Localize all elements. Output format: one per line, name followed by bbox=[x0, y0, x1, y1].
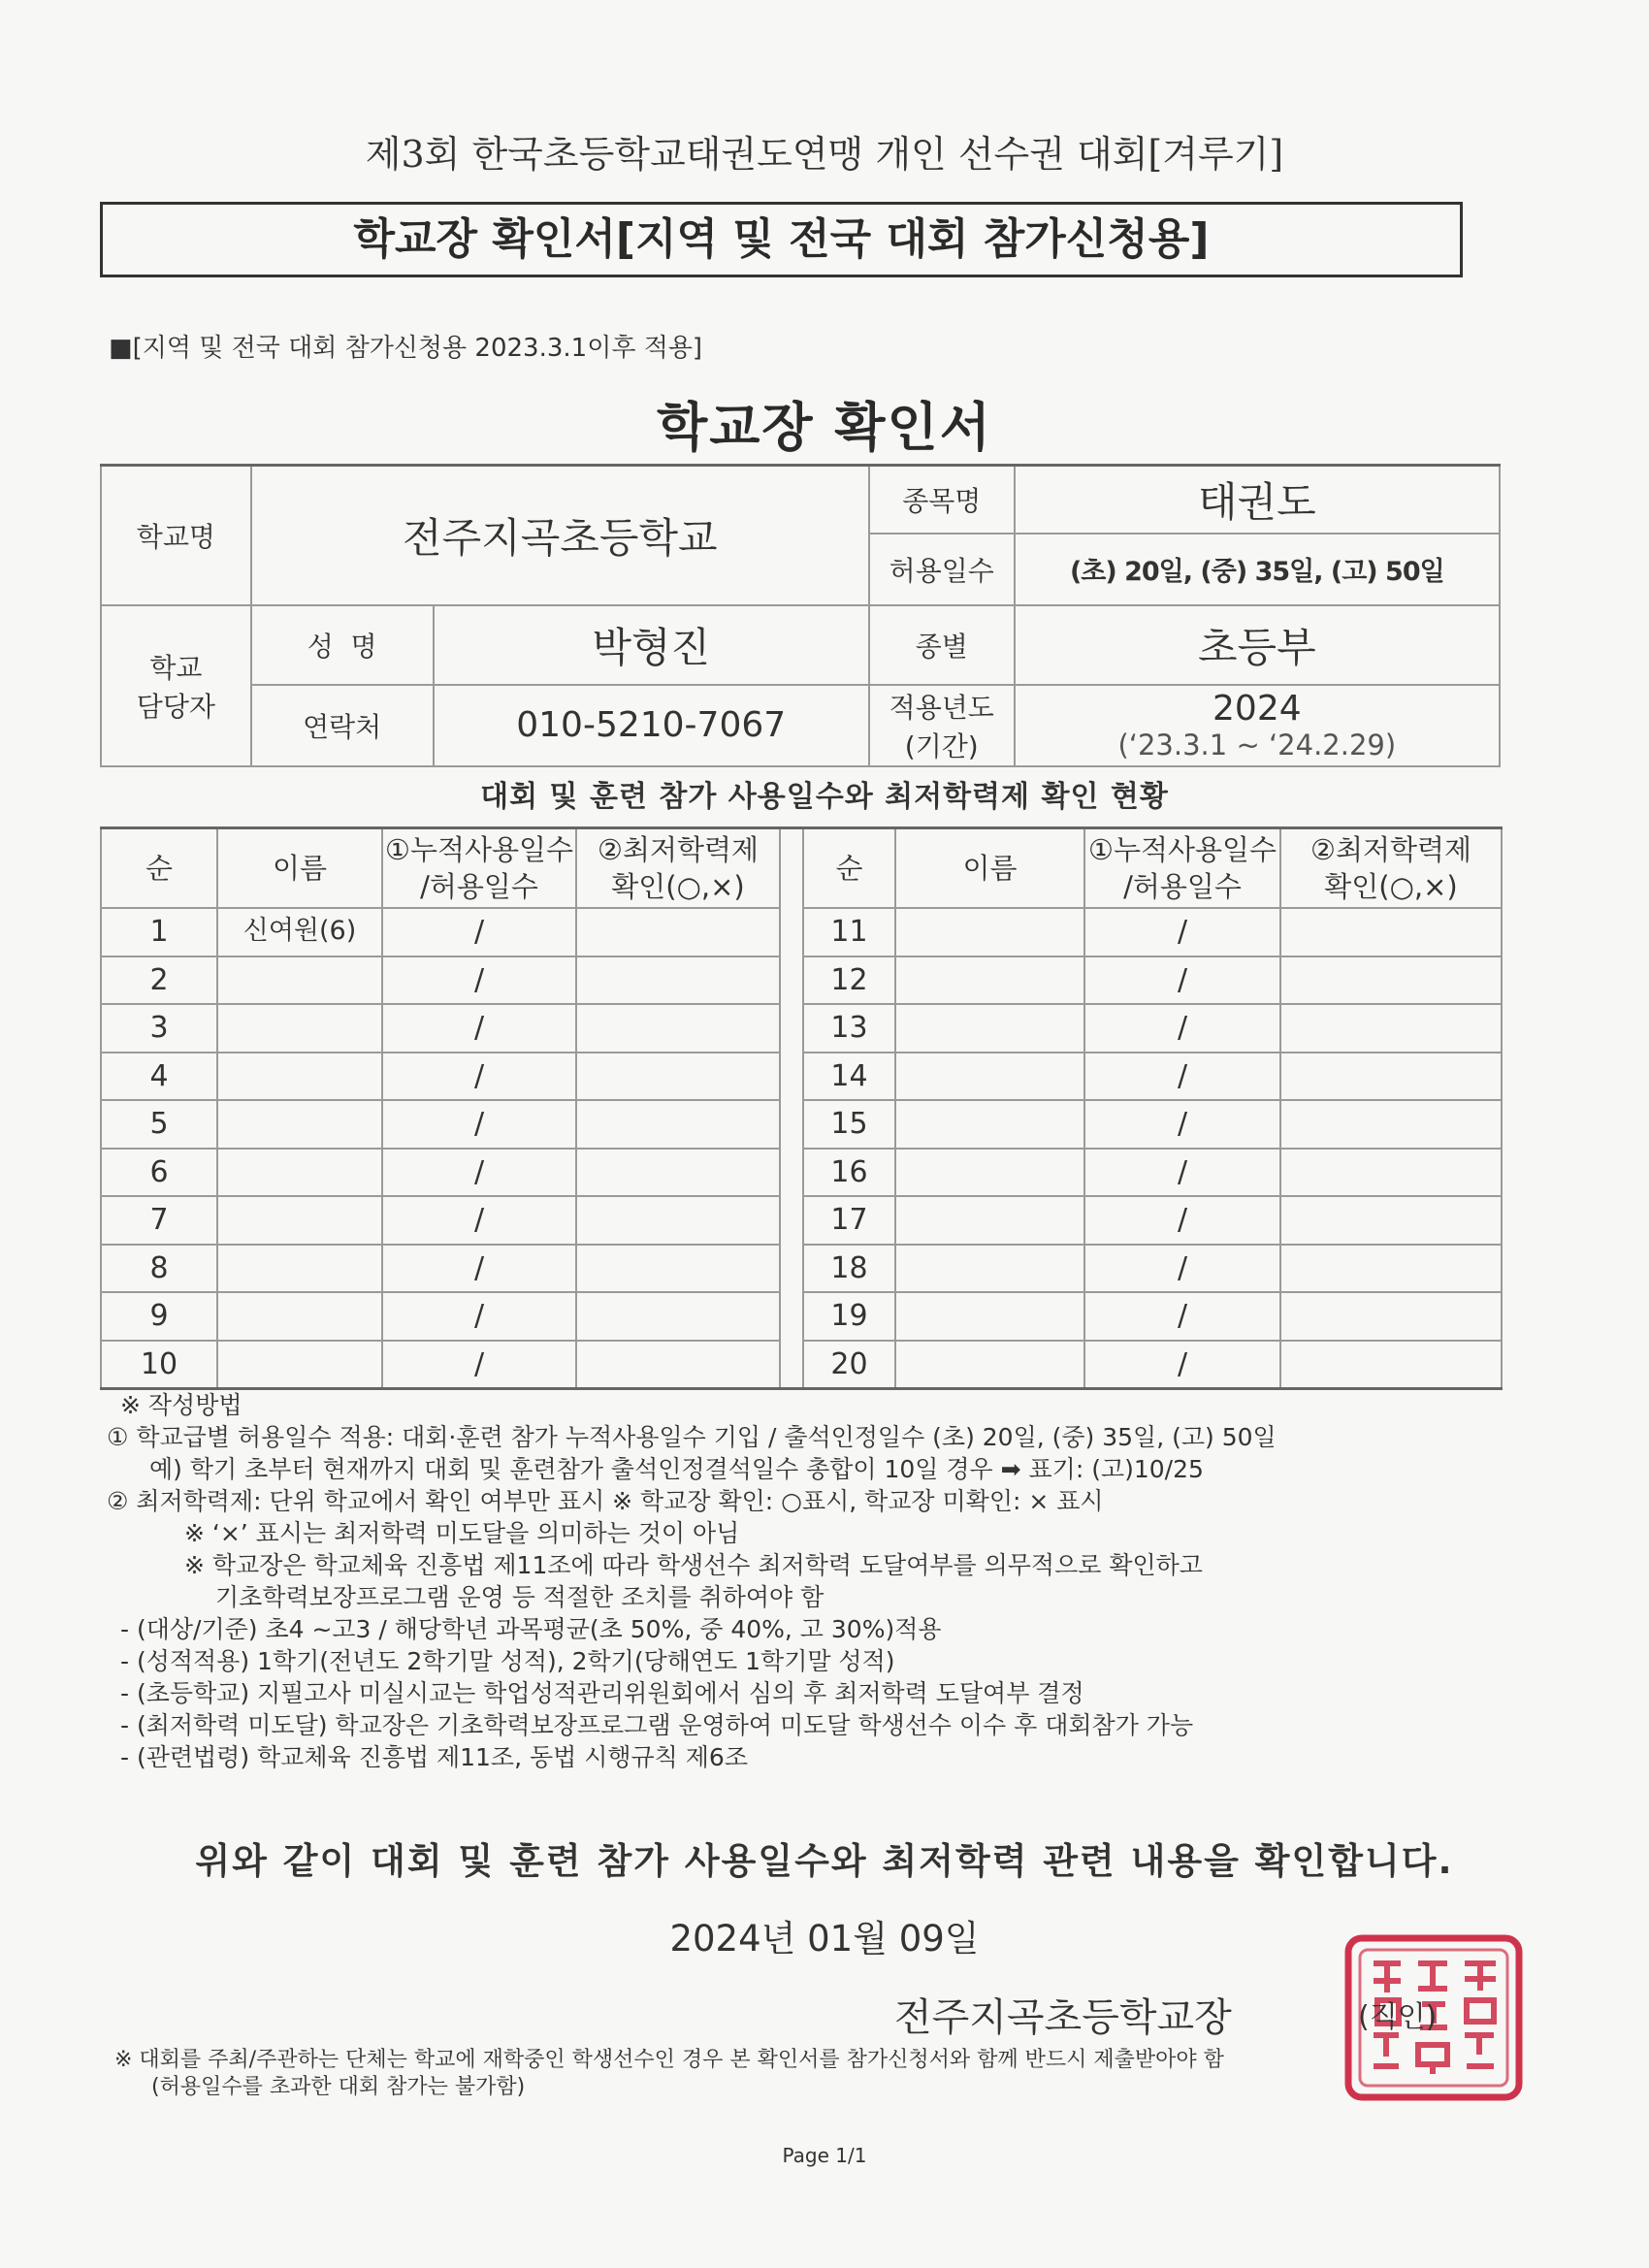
row-name bbox=[895, 1100, 1084, 1149]
footnote bbox=[114, 2047, 1511, 2101]
row-no: 10 bbox=[101, 1341, 217, 1389]
row-days: / bbox=[382, 1245, 576, 1293]
table-row bbox=[101, 1004, 1502, 1053]
row-name bbox=[895, 1245, 1084, 1293]
row-no: 2 bbox=[101, 956, 217, 1005]
row-name: 신여원(6) bbox=[217, 908, 382, 956]
method-line: ② 최저학력제: 단위 학교에서 확인 여부만 표시 ※ 학교장 확인: ○표시, 학교장 미확인: × 표시 bbox=[107, 1487, 1104, 1515]
row-no: 5 bbox=[101, 1100, 217, 1149]
header-days-line1: ①누적사용일수 bbox=[384, 833, 574, 866]
phone-label: 연락처 bbox=[251, 685, 434, 766]
table-row bbox=[101, 1100, 1502, 1149]
row-no: 11 bbox=[803, 908, 895, 956]
phone-value: 010-5210-7067 bbox=[434, 685, 869, 766]
row-no: 19 bbox=[803, 1292, 895, 1341]
header-min-right-line1: ②최저학력제 bbox=[1310, 833, 1472, 866]
header-box-title: 학교장 확인서[지역 및 전국 대회 참가신청용] bbox=[100, 202, 1463, 277]
division-value: 초등부 bbox=[1015, 605, 1500, 685]
header-no: 순 bbox=[101, 828, 217, 909]
row-name bbox=[217, 1100, 382, 1149]
row-min bbox=[1280, 908, 1502, 956]
header-days-right bbox=[1084, 828, 1280, 909]
row-name bbox=[217, 1196, 382, 1245]
sport-value: 태권도 bbox=[1015, 466, 1500, 534]
header-min-right-line2: 확인(○,×) bbox=[1324, 870, 1458, 903]
method-line: ※ 학교장은 학교체육 진흥법 제11조에 따라 학생선수 최저학력 도달여부를 의무적으로 확인하고 bbox=[184, 1551, 1203, 1579]
seal-label: (직인) bbox=[1358, 2000, 1438, 2034]
row-days: / bbox=[1084, 1149, 1280, 1197]
row-name bbox=[217, 1053, 382, 1101]
row-days: / bbox=[382, 1292, 576, 1341]
header-min-right bbox=[1280, 828, 1502, 909]
row-days: / bbox=[1084, 908, 1280, 956]
row-name bbox=[217, 1341, 382, 1389]
table-row bbox=[101, 1053, 1502, 1101]
column-gap bbox=[780, 828, 803, 909]
header-days bbox=[382, 828, 576, 909]
method-line: - (최저학력 미도달) 학교장은 기초학력보장프로그램 운영하여 미도달 학생선수 이수 후 대회참가 가능 bbox=[120, 1711, 1194, 1739]
year-cell bbox=[1015, 685, 1500, 766]
row-min bbox=[576, 1292, 780, 1341]
column-gap bbox=[780, 1053, 803, 1101]
row-min bbox=[1280, 1292, 1502, 1341]
row-no: 8 bbox=[101, 1245, 217, 1293]
row-name bbox=[217, 1245, 382, 1293]
year-label-line2: (기간) bbox=[904, 729, 979, 762]
header-name: 이름 bbox=[217, 828, 382, 909]
row-min bbox=[576, 1149, 780, 1197]
writing-method-section bbox=[107, 1389, 1504, 1773]
row-min bbox=[576, 1196, 780, 1245]
table-row bbox=[101, 1341, 1502, 1389]
name-label: 성 명 bbox=[251, 605, 434, 685]
division-label: 종별 bbox=[869, 605, 1015, 685]
row-min bbox=[576, 1004, 780, 1053]
row-name bbox=[895, 1196, 1084, 1245]
column-gap bbox=[780, 1004, 803, 1053]
row-days: / bbox=[1084, 1245, 1280, 1293]
column-gap bbox=[780, 1292, 803, 1341]
row-days: / bbox=[382, 1004, 576, 1053]
column-gap bbox=[780, 1149, 803, 1197]
row-min bbox=[1280, 1100, 1502, 1149]
row-min bbox=[576, 1245, 780, 1293]
row-days: / bbox=[1084, 1196, 1280, 1245]
table-row bbox=[101, 956, 1502, 1005]
row-name bbox=[217, 1004, 382, 1053]
table-row bbox=[101, 1245, 1502, 1293]
document-title: 학교장 확인서 bbox=[657, 397, 992, 458]
row-days: / bbox=[382, 1053, 576, 1101]
contact-label-line1: 학교 bbox=[149, 651, 203, 684]
row-min bbox=[576, 1053, 780, 1101]
row-name bbox=[895, 1149, 1084, 1197]
year-value: 2024 bbox=[1212, 689, 1302, 729]
event-title: 제3회 한국초등학교태권도연맹 개인 선수권 대회[겨루기] bbox=[365, 133, 1284, 176]
column-gap bbox=[780, 956, 803, 1005]
column-gap bbox=[780, 1341, 803, 1389]
row-name bbox=[217, 1149, 382, 1197]
row-min bbox=[1280, 1341, 1502, 1389]
header-days-right-line1: ①누적사용일수 bbox=[1087, 833, 1277, 866]
row-min bbox=[576, 908, 780, 956]
row-days: / bbox=[382, 956, 576, 1005]
school-label: 학교명 bbox=[101, 466, 251, 605]
header-days-right-line2: /허용일수 bbox=[1123, 870, 1242, 903]
row-min bbox=[1280, 1196, 1502, 1245]
status-table-title: 대회 및 훈련 참가 사용일수와 최저학력제 확인 현황 bbox=[480, 780, 1169, 814]
row-days: / bbox=[382, 1149, 576, 1197]
document-date: 2024년 01월 09일 bbox=[669, 1918, 980, 1960]
row-name bbox=[895, 908, 1084, 956]
row-no: 15 bbox=[803, 1100, 895, 1149]
column-gap bbox=[780, 1245, 803, 1293]
school-name: 전주지곡초등학교 bbox=[251, 466, 869, 605]
principal-signature-name: 전주지곡초등학교장 bbox=[894, 1995, 1232, 2040]
method-line: 기초학력보장프로그램 운영 등 적절한 조치를 취하여야 함 bbox=[215, 1583, 824, 1611]
year-label-line1: 적용년도 bbox=[889, 691, 994, 724]
header-no-right: 순 bbox=[803, 828, 895, 909]
row-name bbox=[217, 956, 382, 1005]
row-min bbox=[576, 1341, 780, 1389]
method-line: - (성적적용) 1학기(전년도 2학기말 성적), 2학기(당해연도 1학기말 성적) bbox=[120, 1647, 895, 1675]
school-info-table bbox=[100, 464, 1501, 767]
row-no: 17 bbox=[803, 1196, 895, 1245]
header-min-line2: 확인(○,×) bbox=[611, 870, 745, 903]
method-line: - (초등학교) 지필고사 미실시교는 학업성적관리위원회에서 심의 후 최저학력 도달여부 결정 bbox=[120, 1679, 1084, 1707]
row-no: 18 bbox=[803, 1245, 895, 1293]
row-days: / bbox=[382, 1100, 576, 1149]
row-days: / bbox=[382, 908, 576, 956]
row-days: / bbox=[1084, 1004, 1280, 1053]
confirmation-statement: 위와 같이 대회 및 훈련 참가 사용일수와 최저학력 관련 내용을 확인합니다. bbox=[195, 1840, 1454, 1882]
column-gap bbox=[780, 1196, 803, 1245]
row-min bbox=[576, 1100, 780, 1149]
row-days: / bbox=[1084, 1292, 1280, 1341]
row-days: / bbox=[1084, 1053, 1280, 1101]
row-no: 12 bbox=[803, 956, 895, 1005]
row-no: 13 bbox=[803, 1004, 895, 1053]
header-name-right: 이름 bbox=[895, 828, 1084, 909]
row-days: / bbox=[382, 1196, 576, 1245]
row-min bbox=[1280, 956, 1502, 1005]
application-note: ■[지역 및 전국 대회 참가신청용 2023.3.1이후 적용] bbox=[109, 334, 703, 363]
row-name bbox=[895, 1341, 1084, 1389]
year-period: (‘23.3.1 ~ ‘24.2.29) bbox=[1117, 729, 1397, 761]
allowed-days-label: 허용일수 bbox=[869, 534, 1015, 605]
contact-label-line2: 담당자 bbox=[136, 690, 215, 723]
method-line: 예) 학기 초부터 현재까지 대회 및 훈련참가 출석인정결석일수 총합이 10일 경우 ➡ 표기: (고)10/25 bbox=[149, 1455, 1204, 1483]
row-no: 1 bbox=[101, 908, 217, 956]
row-name bbox=[217, 1292, 382, 1341]
row-no: 9 bbox=[101, 1292, 217, 1341]
row-name bbox=[895, 1053, 1084, 1101]
row-name bbox=[895, 1004, 1084, 1053]
page-number: Page 1/1 bbox=[782, 2144, 867, 2167]
header-min bbox=[576, 828, 780, 909]
row-min bbox=[1280, 1053, 1502, 1101]
row-no: 7 bbox=[101, 1196, 217, 1245]
row-min bbox=[1280, 1004, 1502, 1053]
row-days: / bbox=[1084, 1341, 1280, 1389]
method-title: ※ 작성방법 bbox=[120, 1391, 242, 1419]
table-row bbox=[101, 908, 1502, 956]
header-days-line2: /허용일수 bbox=[420, 870, 538, 903]
footnote-line: ※ 대회를 주최/주관하는 단체는 학교에 재학중인 학생선수인 경우 본 확인서를 참가신청서와 함께 반드시 제출받아야 함 bbox=[114, 2048, 1224, 2072]
column-gap bbox=[780, 1100, 803, 1149]
header-min-line1: ②최저학력제 bbox=[597, 833, 760, 866]
allowed-days-value: (초) 20일, (중) 35일, (고) 50일 bbox=[1015, 534, 1500, 605]
row-no: 6 bbox=[101, 1149, 217, 1197]
row-name bbox=[895, 1292, 1084, 1341]
year-label bbox=[869, 685, 1015, 766]
contact-person-label bbox=[101, 605, 251, 766]
footnote-line: (허용일수를 초과한 대회 참가는 불가함) bbox=[151, 2075, 526, 2099]
method-line: - (대상/기준) 초4 ~고3 / 해당학년 과목평균(초 50%, 중 40%, 고 30%)적용 bbox=[120, 1615, 942, 1643]
row-min bbox=[576, 956, 780, 1005]
table-row bbox=[101, 1196, 1502, 1245]
row-no: 20 bbox=[803, 1341, 895, 1389]
table-header-row bbox=[101, 828, 1502, 909]
sport-label: 종목명 bbox=[869, 466, 1015, 534]
method-line: ① 학교급별 허용일수 적용: 대회·훈련 참가 누적사용일수 기입 / 출석인정일수 (초) 20일, (중) 35일, (고) 50일 bbox=[107, 1423, 1277, 1451]
table-row bbox=[101, 1292, 1502, 1341]
row-no: 3 bbox=[101, 1004, 217, 1053]
method-line: ※ ‘×’ 표시는 최저학력 미도달을 의미하는 것이 아님 bbox=[184, 1519, 740, 1547]
column-gap bbox=[780, 908, 803, 956]
row-days: / bbox=[1084, 956, 1280, 1005]
row-min bbox=[1280, 1149, 1502, 1197]
row-name bbox=[895, 956, 1084, 1005]
contact-name: 박형진 bbox=[434, 605, 869, 685]
row-no: 16 bbox=[803, 1149, 895, 1197]
row-days: / bbox=[1084, 1100, 1280, 1149]
table-row bbox=[101, 1149, 1502, 1197]
row-no: 4 bbox=[101, 1053, 217, 1101]
participation-table bbox=[100, 826, 1503, 1390]
row-days: / bbox=[382, 1341, 576, 1389]
method-line: - (관련법령) 학교체육 진흥법 제11조, 동법 시행규칙 제6조 bbox=[120, 1743, 748, 1771]
row-min bbox=[1280, 1245, 1502, 1293]
row-no: 14 bbox=[803, 1053, 895, 1101]
